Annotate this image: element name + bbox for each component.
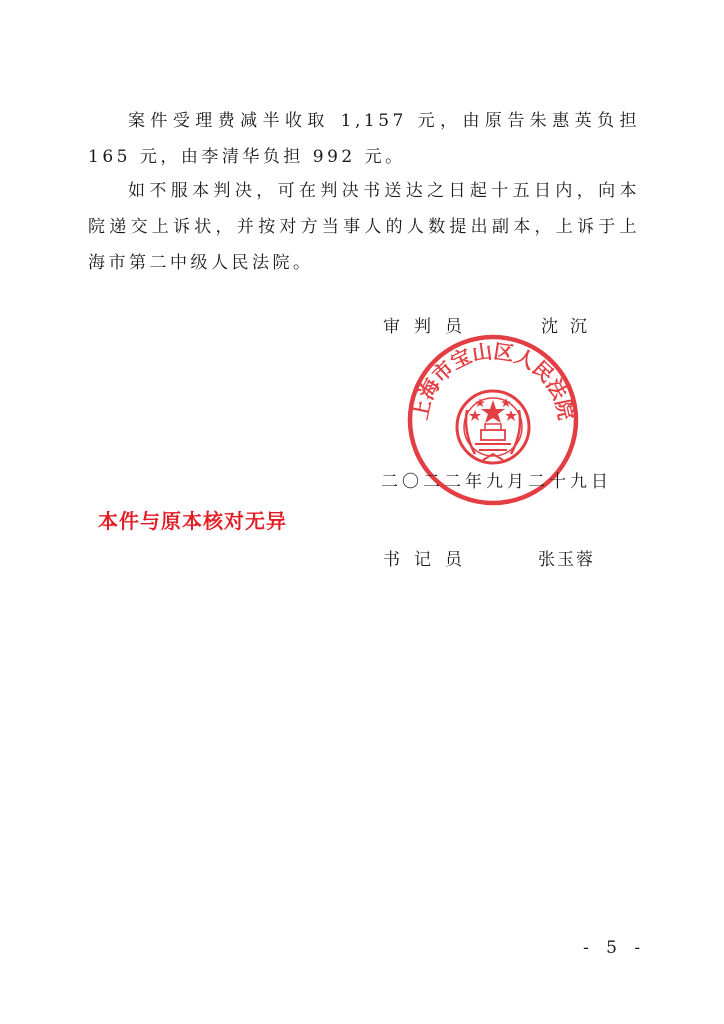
clerk-name: 张玉蓉	[538, 550, 595, 570]
star-icon	[469, 398, 517, 423]
page-number: - 5 -	[583, 938, 647, 958]
certification-stamp: 本件与原本核对无异	[98, 509, 287, 533]
clerk-title: 书记员	[383, 550, 476, 570]
appeal-notice-paragraph: 如不服本判决，可在判决书送达之日起十五日内，向本院递交上诉状，并按对方当事人的人数提出副本，上诉于上海市第二中级人民法院。	[88, 181, 640, 273]
seal-text: 上海市宝山区人民法院	[407, 338, 579, 422]
court-fee-paragraph: 案件受理费减半收取 1,157 元，由原告朱惠英负担 165 元，由李清华负担 992 元。	[88, 111, 640, 167]
judge-title: 审判员	[383, 317, 476, 337]
judgment-date: 二〇二二年九月二十九日	[381, 472, 612, 492]
judge-name: 沈沉	[541, 317, 599, 337]
